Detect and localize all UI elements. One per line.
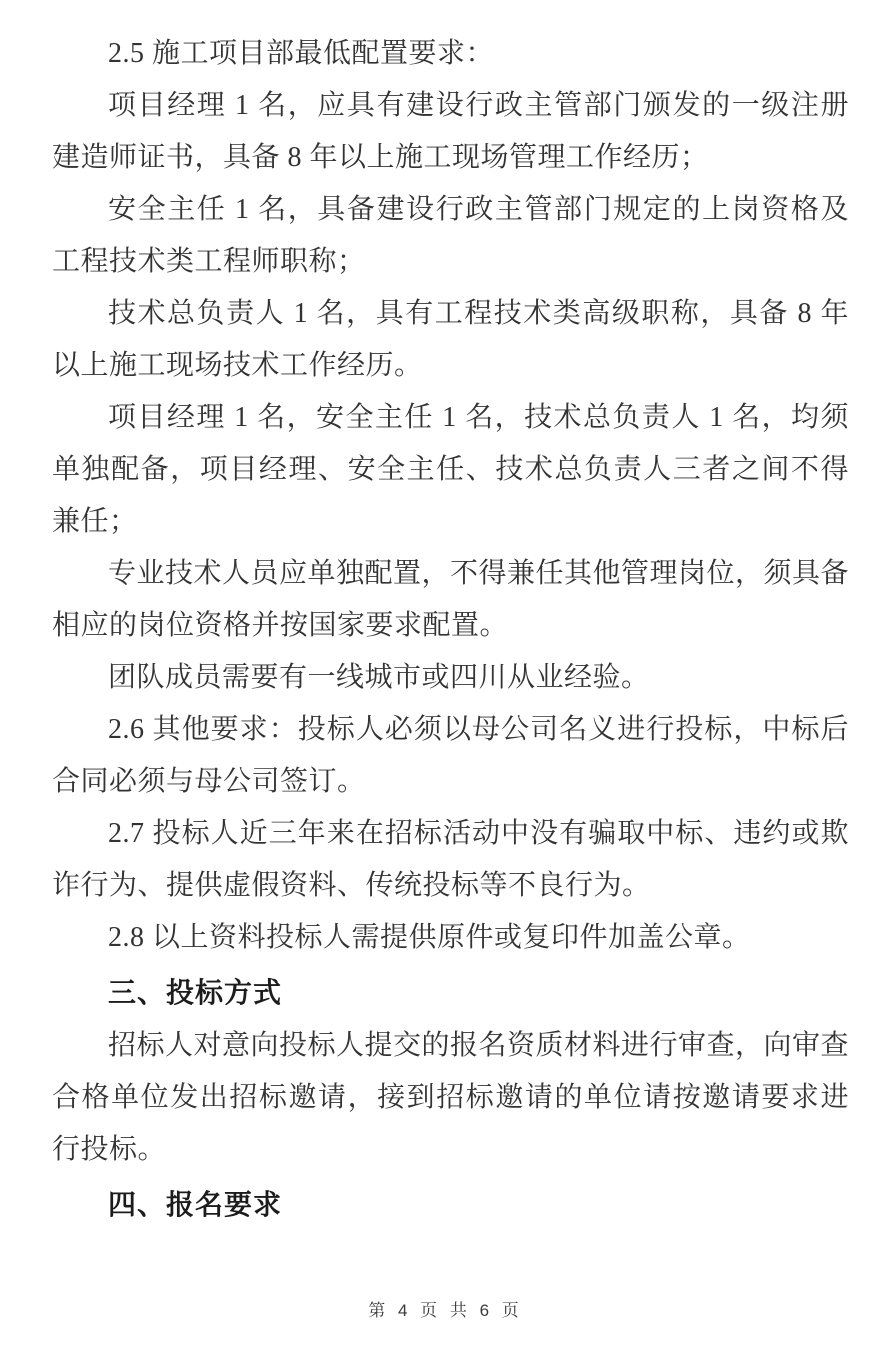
para-2-8-original-documents: 2.8 以上资料投标人需提供原件或复印件加盖公章。 (108, 922, 751, 953)
para-tech-lead-requirement: 技术总负责人 1 名，具有工程技术类高级职称，具备 8 年以上施工现场技术工作经历。 (52, 298, 849, 381)
para-2-6-other-requirements: 2.6 其他要求：投标人必须以母公司名义进行投标，中标后合同必须与母公司签订。 (52, 714, 849, 797)
para-safety-director-requirement: 安全主任 1 名，具备建设行政主管部门规定的上岗资格及工程技术类工程师职称； (52, 194, 849, 277)
document-body (52, 28, 849, 1232)
heading-section-3-bidding-method: 三、投标方式 (108, 977, 283, 1008)
para-2-7-no-misconduct: 2.7 投标人近三年来在招标活动中没有骗取中标、违约或欺诈行为、提供虚假资料、传统投标等不良行为。 (52, 818, 849, 901)
para-team-experience: 团队成员需要有一线城市或四川从业经验。 (108, 662, 650, 693)
para-2-5-min-staffing: 2.5 施工项目部最低配置要求： (108, 38, 495, 69)
heading-section-4-registration-requirements: 四、报名要求 (108, 1189, 283, 1220)
para-professional-staff-rule: 专业技术人员应单独配置，不得兼任其他管理岗位，须具备相应的岗位资格并按国家要求配置。 (52, 558, 850, 641)
para-separate-staffing-rule: 项目经理 1 名，安全主任 1 名，技术总负责人 1 名，均须单独配备，项目经理、安全主任、技术总负责人三者之间不得兼任； (52, 402, 849, 537)
page-number-label: 第 4 页 共 6 页 (368, 1301, 523, 1320)
para-project-manager-requirement: 项目经理 1 名，应具有建设行政主管部门颁发的一级注册建造师证书，具备 8 年以上施工现场管理工作经历； (52, 90, 849, 173)
para-bidding-method-detail: 招标人对意向投标人提交的报名资质材料进行审查，向审查合格单位发出招标邀请，接到招标邀请的单位请按邀请要求进行投标。 (52, 1030, 850, 1165)
